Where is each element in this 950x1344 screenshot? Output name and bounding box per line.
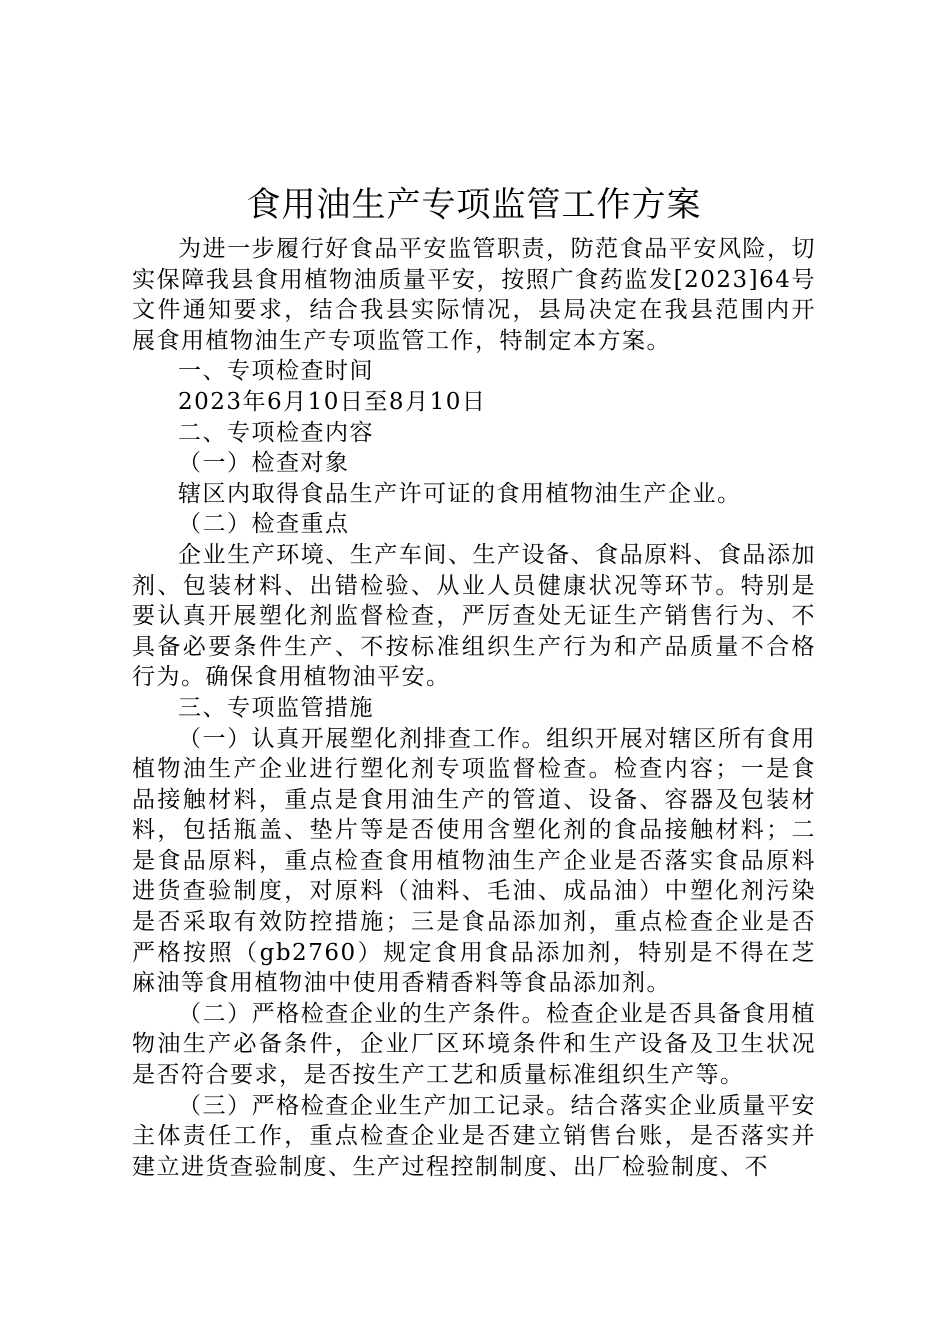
inspection-target-paragraph: 辖区内取得食品生产许可证的食用植物油生产企业。 <box>178 480 742 507</box>
measure-production-conditions-paragraph: （二）严格检查企业的生产条件。检查企业是否具备食用植物油生产必备条件，企业厂区环境条件和生产设备及卫生状况是否符合要求，是否按生产工艺和质量标准组织生产等。 <box>132 1000 816 1089</box>
measure-plasticizer-paragraph: （一）认真开展塑化剂排查工作。组织开展对辖区所有食用植物油生产企业进行塑化剂专项监督检查。检查内容；一是食品接触材料，重点是食用油生产的管道、设备、容器及包装材料，包括瓶盖、垫片等是否使用含塑化剂的食品接触材料；二是食品原料，重点检查食用植物油生产企业是否落实食品原料进货查验制度，对原料（油料、毛油、成品油）中塑化剂污染是否采取有效防控措施；三是食品添加剂，重点检查企业是否严格按照（gb2760）规定食用食品添加剂，特别是不得在芝麻油等食用植物油中使用香精香料等食品添加剂。 <box>132 725 816 997</box>
measure-production-records-paragraph: （三）严格检查企业生产加工记录。结合落实企业质量平安主体责任工作，重点检查企业是否建立销售台账，是否落实并建立进货查验制度、生产过程控制制度、出厂检验制度、不 <box>132 1092 816 1180</box>
section-heading-inspection-content: 二、专项检查内容 <box>178 419 374 446</box>
subheading-inspection-target: （一）检查对象 <box>178 450 350 477</box>
inspection-date-range: 2023年6月10日至8月10日 <box>178 388 487 415</box>
section-heading-inspection-time: 一、专项检查时间 <box>178 358 374 385</box>
inspection-focus-paragraph: 企业生产环境、生产车间、生产设备、食品原料、食品添加剂、包装材料、出错检验、从业人员健康状况等环节。特别是要认真开展塑化剂监督检查，严厉查处无证生产销售行为、不具备必要条件生产、不按标准组织生产行为和产品质量不合格行为。确保食用植物油平安。 <box>132 541 816 691</box>
section-heading-measures: 三、专项监管措施 <box>178 694 374 721</box>
document-title: 食用油生产专项监管工作方案 <box>246 185 702 225</box>
document-page <box>132 180 816 1182</box>
intro-paragraph: 为进一步履行好食品平安监管职责，防范食品平安风险，切实保障我县食用植物油质量平安，按照广食药监发[2023]64号文件通知要求，结合我县实际情况，县局决定在我县范围内开展食用植物油生产专项监管工作，特制定本方案。 <box>132 236 816 354</box>
subheading-inspection-focus: （二）检查重点 <box>178 511 350 538</box>
